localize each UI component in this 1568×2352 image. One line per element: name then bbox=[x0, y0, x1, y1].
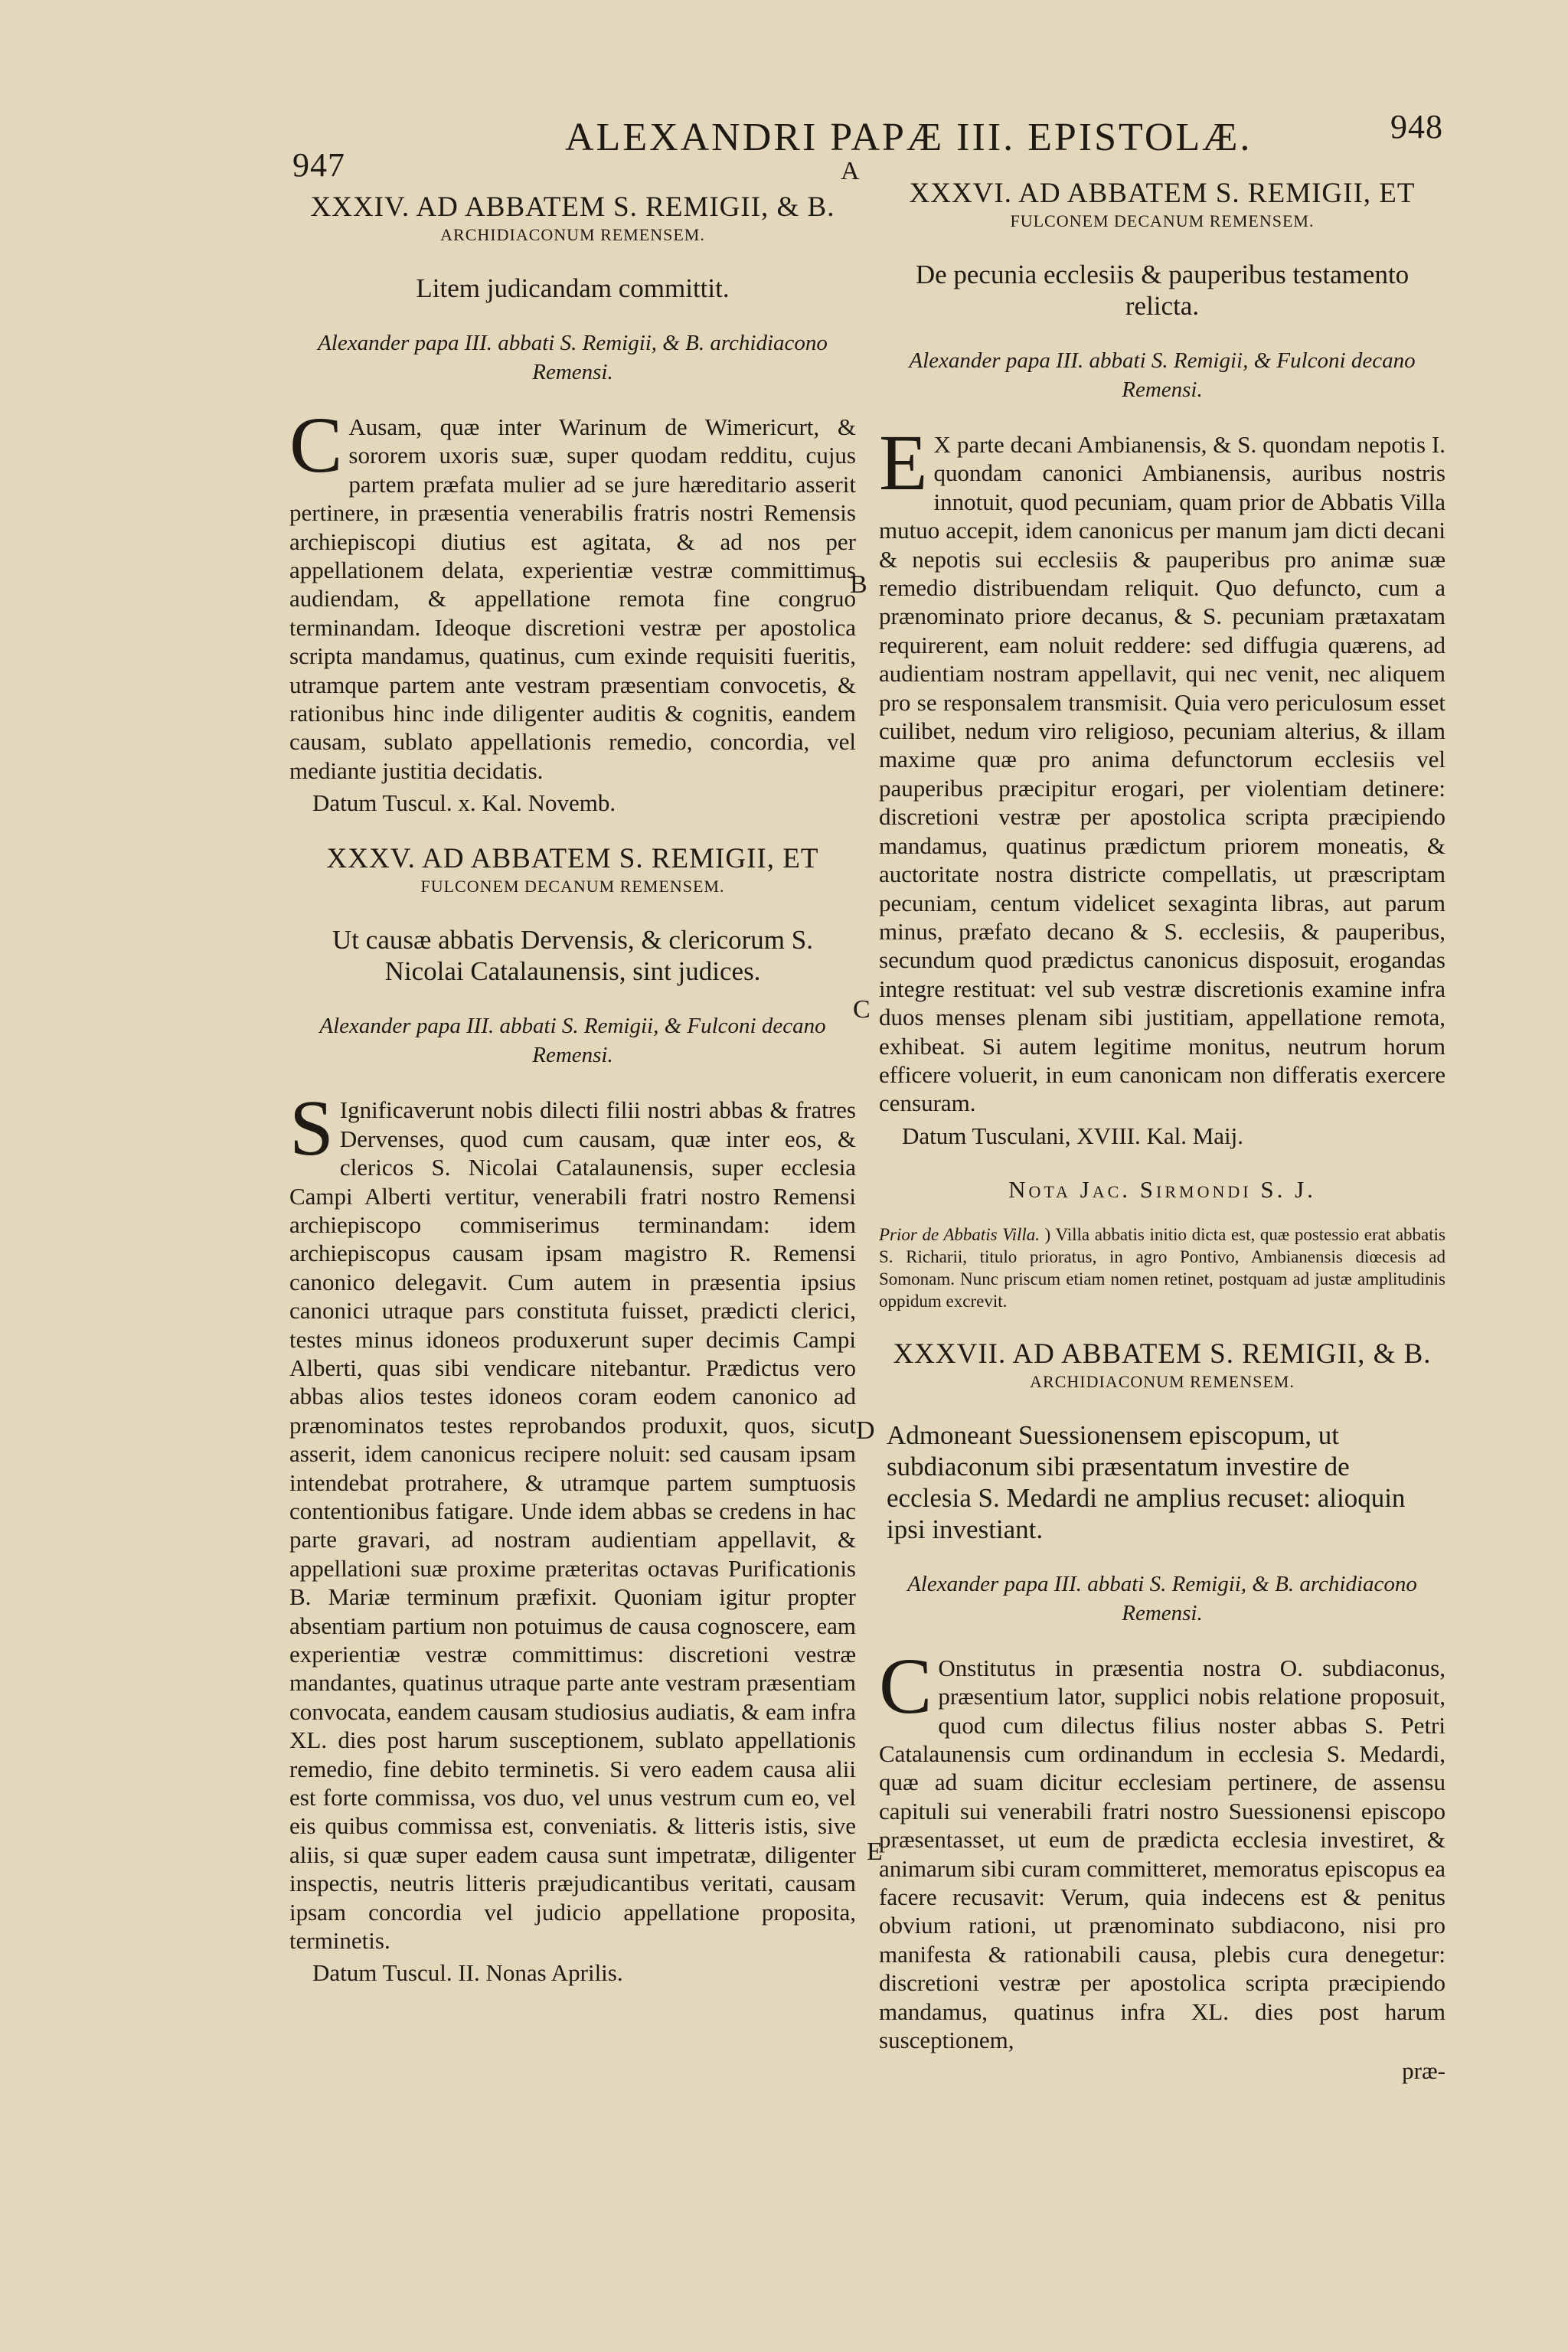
letter-text: X parte decani Ambianensis, & S. quondam nepotis I. quondam canonici Ambianensis, auribus nostris innotuit, quod pecuniam, quam prior de Abbatis Villa mutuo accepit, idem canonicus per manum jam dicti decani & nepotis sui ecclesiis & pauperibus pro animæ suæ remedio distribuendam reliquit. Quo defuncto, cum a prænominato priore decanus, & S. pecuniam prætaxatam requirerent, eam noluit reddere: sed diffugia quærens, ad audientiam nostram appellavit, qui nec venit, nec aliquem pro se responsalem transmisit. Quia vero periculosum esset cuilibet, nedum viro religioso, pecuniam alterius, & illam maxime quæ pro anima defunctorum ecclesiis vel pauperibus præcipitur erogari, per violentiam detinere: discretioni vestræ per apostolica scripta præcipiendo mandamus, quatinus prædictum priorem moneatis, & auctoritate nostra districte compellatis, ut præscriptam pecuniam, centum videlicet sexaginta libras, aut parum minus, præfato decano & S. ecclesiis, & pauperibus, secundum quod prædictus canonicus disposuit, erogandas integre restituat: vel sub vestræ discretionis examine infra duos menses plenam sibi justitiam, appellatione remota, exhibeat. Si autem legitime monitus, neutrum horum efficere voluerit, in eum canonicam non differatis exercere censuram. bbox=[879, 431, 1446, 1117]
letter-summary: Litem judicandam committit. bbox=[416, 273, 730, 303]
page-number-right: 948 bbox=[1390, 108, 1443, 145]
right-column bbox=[879, 170, 1446, 2085]
letter-xxxv bbox=[289, 843, 856, 1987]
letter-body bbox=[879, 1642, 1446, 2055]
note-body bbox=[879, 1223, 1446, 1312]
page-number-left: 947 bbox=[292, 146, 345, 184]
margin-letter-b: B bbox=[850, 570, 867, 599]
margin-letter-e: E bbox=[867, 1838, 883, 1866]
dropcap: C bbox=[289, 401, 343, 489]
letter-text: Onstitutus in præsentia nostra O. subdiaconus, præsentium lator, supplici nobis relatione proposuit, quod cum dilectus filius noster abbas S. Petri Catalaunensis cum ordinandum in ecclesia S. Medardi, quæ ad suam dicitur ecclesiam pertinere, de assensu capituli sui venerabili fratri nostro Suessionensi episcopo præsentasset, ut eum de prædicta ecclesia investiret, & animarum sibi curam committeret, memoratus episcopus ea facere recusavit: Verum, quia indecens est & penitus obvium rationi, ut prænominato subdiacono, nisi pro manifesta & rationabili causa, plebis cura denegetur: discretioni vestræ per apostolica scripta præcipiendo mandamus, quatinus infra XL. dies post harum susceptionem, bbox=[879, 1654, 1446, 2054]
dropcap: E bbox=[879, 419, 928, 507]
letter-datum: Datum Tuscul. II. Nonas Aprilis. bbox=[312, 1959, 623, 1987]
letter-body bbox=[289, 1084, 856, 1955]
letter-summary: Admoneant Suessionensem episcopum, ut subdiaconum sibi præsentatum investire de ecclesia S. Medardi ne amplius recuset: alioquin ipsi investiant. bbox=[887, 1419, 1406, 1544]
letter-summary: De pecunia ecclesiis & pauperibus testamento relicta. bbox=[915, 260, 1410, 321]
letter-address: Alexander papa III. abbati S. Remigii, & Fulconi decano Remensi. bbox=[319, 1014, 826, 1068]
letter-body bbox=[289, 401, 856, 785]
note-lead: Prior de Abbatis Villa. bbox=[879, 1224, 1040, 1244]
letter-subtitle: ARCHIDIACONUM REMENSEM. bbox=[440, 225, 705, 244]
note-text: ) Villa abbatis initio dicta est, quæ postessio erat abbatis S. Richarii, titulo prioratus, in agro Pontivo, Ambianensis diœcesis ad Somonam. Nunc priscum etiam nomen retinet, postquam ad justæ amplitudinis oppidum excrevit. bbox=[879, 1224, 1446, 1311]
letter-subtitle: FULCONEM DECANUM REMENSEM. bbox=[1010, 211, 1315, 230]
letter-subtitle: FULCONEM DECANUM REMENSEM. bbox=[420, 877, 725, 897]
letter-xxxvii bbox=[879, 1338, 1446, 2086]
letter-title: XXXIV. AD ABBATEM S. REMIGII, & B. bbox=[310, 191, 835, 223]
letter-datum: Datum Tuscul. x. Kal. Novemb. bbox=[312, 789, 616, 817]
margin-letter-a: A bbox=[841, 157, 860, 185]
letter-xxxiv bbox=[289, 191, 856, 817]
dropcap: S bbox=[289, 1084, 334, 1173]
letter-address: Alexander papa III. abbati S. Remigii, & Fulconi decano Remensi. bbox=[909, 348, 1416, 402]
letter-subtitle: ARCHIDIACONUM REMENSEM. bbox=[1030, 1371, 1295, 1391]
catchword: præ- bbox=[1402, 2057, 1446, 2085]
running-title: ALEXANDRI PAPÆ III. EPISTOLÆ. bbox=[565, 116, 1253, 159]
sirmond-note bbox=[879, 1176, 1446, 1312]
letter-xxxvi bbox=[879, 178, 1446, 1150]
letter-text: Ausam, quæ inter Warinum de Wimericurt, & sororem uxoris suæ, super quodam redditu, cujus partem præfata mulier ad se jure hæreditario asserit pertinere, in præsentia venerabilis fratris nostri Remensis archiepiscopi diutius est agitata, & ad nos per appellationem delata, experientiæ vestræ committimus audiendam, & appellatione remota fine congruo terminandam. Ideoque discretioni vestræ per apostolica scripta mandamus, quatinus, cum exinde requisiti fueritis, utramque partem ante vestram præsentiam convocetis, & rationibus hinc inde diligenter auditis & cognitis, eandem causam, sublato appellationis remedio, concordia, vel mediante justitia decidatis. bbox=[289, 413, 856, 784]
left-column bbox=[289, 170, 856, 1987]
letter-datum: Datum Tusculani, XVIII. Kal. Maij. bbox=[902, 1122, 1244, 1149]
letter-text: Ignificaverunt nobis dilecti filii nostri abbas & fratres Dervenses, quod cum causam, quæ inter eos, & clericos S. Nicolai Catalaunensis, super ecclesia Campi Alberti vertitur, venerabili fratri nostro Remensi archiepiscopo commiserimus terminandam: idem archiepiscopus causam ipsam magistro R. Remensi canonico delegavit. Cum autem in præsentia ipsius canonici utraque pars constituta fuisset, prædicti clerici, testes minus idoneos produxerunt super decimis Campi Alberti, quas sibi vendicare nitebantur. Prædictus vero abbas alios testes idoneos coram eodem canonico ad prænominatos testes reprobandos produxit, quos, sicut asserit, idem canonicus recipere noluit: sed causam ipsam intendebat protrahere, & utramque partem sumptuosis contentionibus fatigare. Unde idem abbas se credens in hac parte gravari, ad nostram audientiam appellavit, & appellationi suæ proxime præteritas octavas Purificationis B. Mariæ terminum præfixit. Quoniam igitur propter absentiam partium non potuimus de causa cognoscere, eam experientiæ vestræ committimus: discretioni vestræ mandantes, quatinus utraque parte ante vestram præsentiam convocata, eandem causam studiosius audiatis, & eam infra XL. dies post harum susceptionem, sublato appellationis remedio, fine debito terminetis. Si vero eadem causa alii est forte commissa, vos duo, vel unus vestrum cum eo, vel eis quibus commissa est, conveniatis. & litteris istis, sive aliis, si quæ super eadem causa sunt impetratæ, diligenter inspectis, neutris litteris præjudicantibus veritati, causam ipsam concordia vel judicio appellatione proposita, terminetis. bbox=[289, 1096, 856, 1955]
letter-body bbox=[879, 419, 1446, 1118]
letter-address: Alexander papa III. abbati S. Remigii, & B. archidiacono Remensi. bbox=[318, 331, 828, 384]
letter-summary: Ut causæ abbatis Dervensis, & clericorum S. Nicolai Catalaunensis, sint judices. bbox=[332, 925, 813, 987]
letter-title: XXXV. AD ABBATEM S. REMIGII, ET bbox=[326, 843, 819, 875]
margin-letter-d: D bbox=[856, 1416, 875, 1445]
letter-title: XXXVI. AD ABBATEM S. REMIGII, ET bbox=[909, 178, 1416, 209]
margin-letter-c: C bbox=[853, 995, 871, 1024]
note-title: Nota Jac. Sirmondi S. J. bbox=[1008, 1175, 1316, 1203]
dropcap: C bbox=[879, 1642, 933, 1730]
letter-address: Alexander papa III. abbati S. Remigii, & B. archidiacono Remensi. bbox=[907, 1571, 1417, 1625]
letter-title: XXXVII. AD ABBATEM S. REMIGII, & B. bbox=[893, 1338, 1432, 1370]
